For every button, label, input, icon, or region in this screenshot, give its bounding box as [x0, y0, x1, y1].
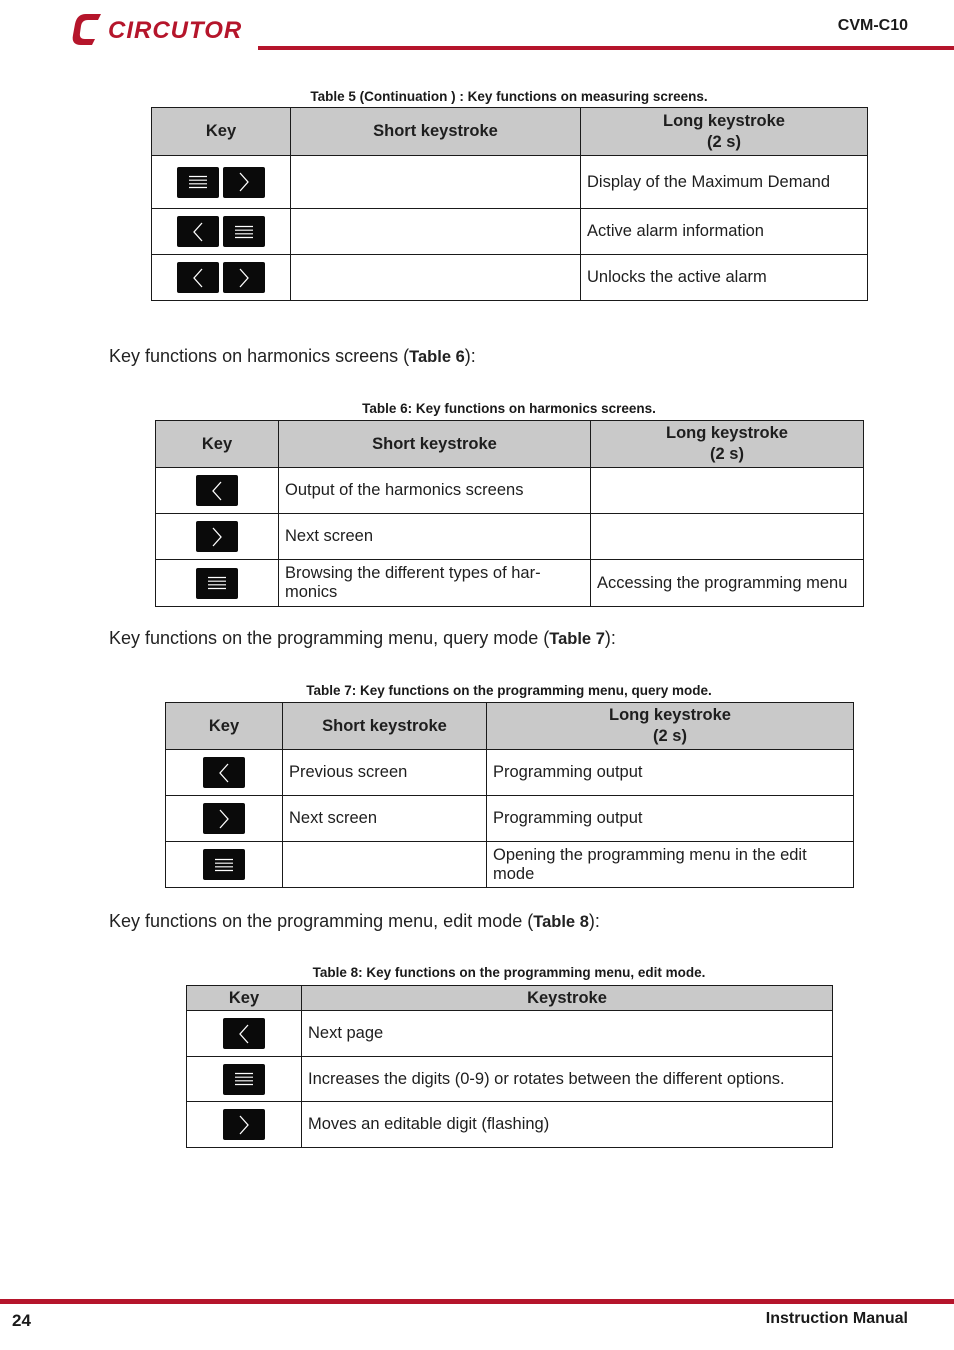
intro-end: ):	[464, 346, 476, 366]
table7-header-key: Key	[166, 703, 283, 750]
long-keystroke-cell: Programming output	[487, 750, 854, 796]
key-group	[152, 262, 290, 293]
header-long-duration: (2 s)	[707, 132, 741, 151]
key-group	[187, 1064, 301, 1095]
table5-header-short: Short keystroke	[291, 108, 581, 156]
table-row	[187, 1057, 833, 1102]
key-group	[156, 475, 278, 506]
key-cell	[166, 842, 283, 888]
header-long-duration: (2 s)	[653, 727, 687, 745]
table8	[186, 985, 833, 1148]
table6	[155, 420, 864, 607]
table7-header-row	[166, 703, 854, 750]
chevron-right-icon	[203, 803, 245, 834]
header-long-label: Long keystroke	[609, 706, 731, 724]
menu-icon	[203, 849, 245, 880]
intro-end: ):	[588, 911, 600, 931]
table-row	[152, 255, 868, 301]
table-row	[152, 209, 868, 255]
long-keystroke-cell: Programming output	[487, 796, 854, 842]
short-keystroke-cell	[291, 255, 581, 301]
short-keystroke-cell: Previous screen	[283, 750, 487, 796]
table6-header-row	[156, 421, 864, 468]
key-cell	[152, 156, 291, 209]
key-cell	[156, 514, 279, 560]
key-group	[166, 849, 282, 880]
table-row	[187, 1011, 833, 1057]
table-row	[156, 468, 864, 514]
short-keystroke-cell: Next screen	[279, 514, 591, 560]
table-row	[166, 750, 854, 796]
key-cell	[187, 1057, 302, 1102]
long-keystroke-cell: Unlocks the active alarm	[581, 255, 868, 301]
keystroke-cell: Increases the digits (0-9) or rotates between the different options.	[302, 1057, 833, 1102]
key-cell	[166, 796, 283, 842]
circutor-logo	[70, 11, 250, 47]
keystroke-cell: Next page	[302, 1011, 833, 1057]
table5-caption: Table 5 (Continuation ) : Key functions on measuring screens.	[310, 89, 708, 104]
table-row	[156, 560, 864, 607]
menu-icon	[223, 1064, 265, 1095]
header-long-label: Long keystroke	[666, 424, 788, 442]
chevron-right-icon	[223, 167, 265, 198]
table5-header-long	[581, 108, 868, 156]
key-group	[152, 216, 290, 247]
key-cell	[156, 560, 279, 607]
table7-header-long	[487, 703, 854, 750]
chevron-right-icon	[196, 521, 238, 552]
table5-header-key: Key	[152, 108, 291, 156]
long-keystroke-cell: Accessing the programming menu	[591, 560, 864, 607]
key-group	[152, 167, 290, 198]
menu-icon	[177, 167, 219, 198]
table-row	[152, 156, 868, 209]
chevron-right-icon	[223, 1109, 265, 1140]
table-row	[187, 1102, 833, 1148]
key-cell	[156, 468, 279, 514]
key-group	[187, 1018, 301, 1049]
page-number: 24	[12, 1311, 31, 1330]
table8-caption: Table 8: Key functions on the programming menu, edit mode.	[312, 965, 706, 980]
table6-caption: Table 6: Key functions on harmonics screens.	[362, 401, 656, 416]
key-cell	[166, 750, 283, 796]
menu-icon	[196, 568, 238, 599]
table7-intro	[109, 628, 616, 649]
long-keystroke-cell: Active alarm information	[581, 209, 868, 255]
header-rule	[258, 46, 954, 50]
chevron-left-icon	[203, 757, 245, 788]
logo-wordmark: CIRCUTOR	[108, 17, 243, 44]
header-long-label: Long keystroke	[663, 111, 785, 130]
chevron-left-icon	[223, 1018, 265, 1049]
long-keystroke-cell	[591, 514, 864, 560]
intro-text: Key functions on the programming menu, query mode (	[109, 628, 550, 648]
table-reference: Table 6	[409, 348, 465, 366]
long-keystroke-cell: Opening the programming menu in the edit mode	[487, 842, 854, 888]
keystroke-cell: Moves an editable digit (flashing)	[302, 1102, 833, 1148]
short-keystroke-cell	[283, 842, 487, 888]
table7-caption: Table 7: Key functions on the programming menu, query mode.	[306, 683, 712, 698]
table8-intro	[109, 911, 600, 932]
menu-icon	[223, 216, 265, 247]
table8-header-row	[187, 986, 833, 1011]
table5-header-row	[152, 108, 868, 156]
key-cell	[187, 1102, 302, 1148]
key-group	[166, 803, 282, 834]
chevron-right-icon	[223, 262, 265, 293]
key-group	[156, 568, 278, 599]
table7	[165, 702, 854, 888]
key-cell	[152, 255, 291, 301]
footer-rule	[0, 1299, 954, 1304]
table-row	[166, 796, 854, 842]
table8-header-key: Key	[187, 986, 302, 1011]
table-row	[166, 842, 854, 888]
short-keystroke-cell	[291, 209, 581, 255]
table-row	[156, 514, 864, 560]
table-reference: Table 7	[549, 630, 605, 648]
table6-header-long	[591, 421, 864, 468]
document-code: CVM-C10	[837, 17, 908, 34]
short-keystroke-cell	[291, 156, 581, 209]
long-keystroke-cell: Display of the Maximum Demand	[581, 156, 868, 209]
key-group	[187, 1109, 301, 1140]
short-keystroke-cell: Browsing the different types of har-monics	[279, 560, 591, 607]
table8-header-keystroke: Keystroke	[302, 986, 833, 1011]
key-group	[166, 757, 282, 788]
table6-header-key: Key	[156, 421, 279, 468]
chevron-left-icon	[196, 475, 238, 506]
table7-header-short: Short keystroke	[283, 703, 487, 750]
chevron-left-icon	[177, 216, 219, 247]
key-group	[156, 521, 278, 552]
table6-header-short: Short keystroke	[279, 421, 591, 468]
key-cell	[152, 209, 291, 255]
short-keystroke-cell: Next screen	[283, 796, 487, 842]
table-reference: Table 8	[533, 913, 589, 931]
header-long-duration: (2 s)	[710, 445, 744, 463]
long-keystroke-cell	[591, 468, 864, 514]
table5	[151, 107, 868, 301]
intro-end: ):	[604, 628, 616, 648]
key-cell	[187, 1011, 302, 1057]
table6-intro	[109, 346, 476, 367]
intro-text: Key functions on harmonics screens (	[109, 346, 410, 366]
intro-text: Key functions on the programming menu, edit mode (	[109, 911, 534, 931]
short-keystroke-cell: Output of the harmonics screens	[279, 468, 591, 514]
manual-title: Instruction Manual	[765, 1310, 908, 1327]
chevron-left-icon	[177, 262, 219, 293]
